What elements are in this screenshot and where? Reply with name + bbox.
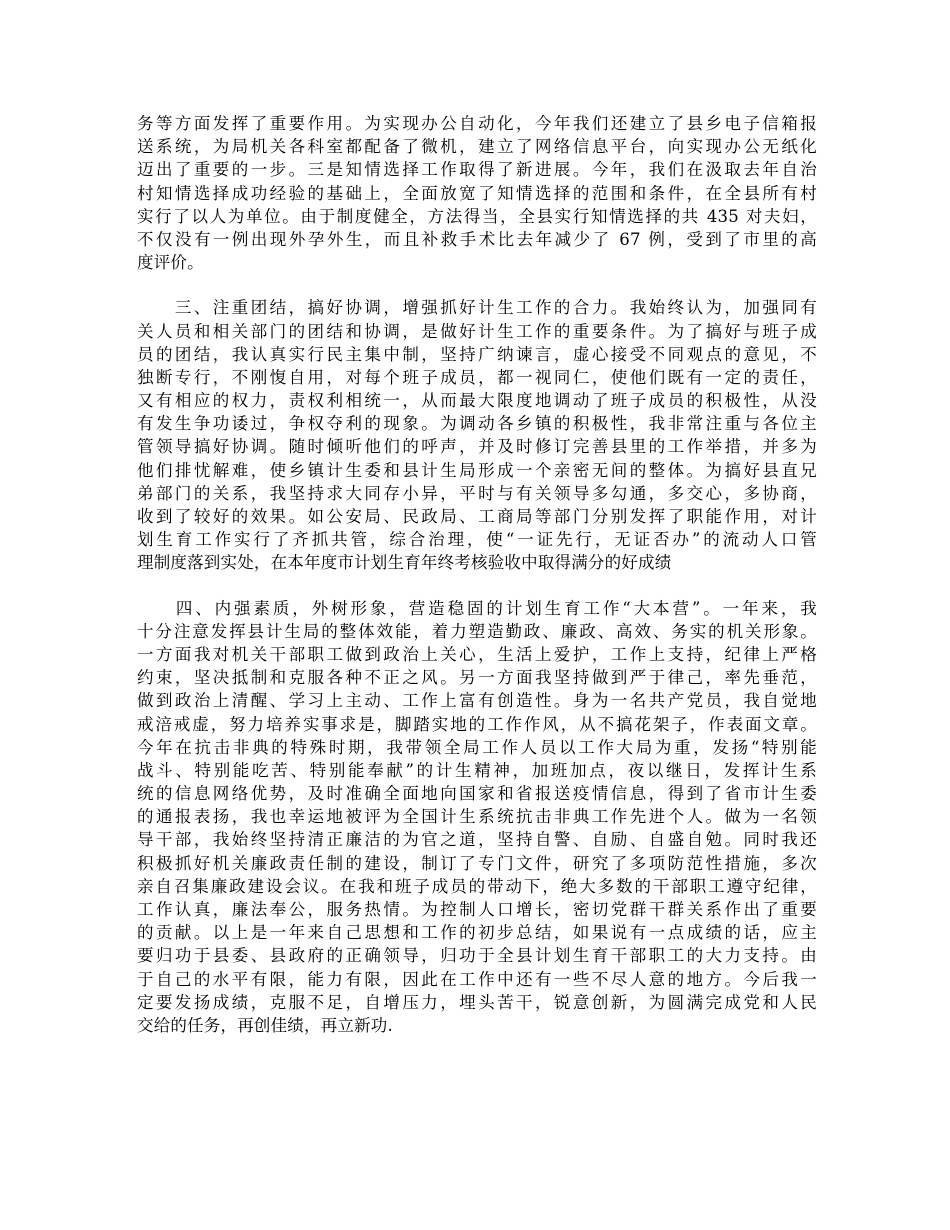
paragraph-spacer — [137, 575, 817, 597]
text-line: 划生育工作实行了齐抓共管，综合治理，使“一证先行，无证否办”的流动人口管 — [137, 530, 817, 550]
paragraph-p1 — [137, 112, 817, 274]
text-line: 员的团结，我认真实行民主集中制，坚持广纳谏言，虚心接受不同观点的意见，不 — [137, 344, 817, 364]
text-line: 务等方面发挥了重要作用。为实现办公自动化，今年我们还建立了县乡电子信箱报 — [137, 114, 817, 133]
text-line: 有发生争功诿过，争权夺利的现象。为调动各乡镇的积极性，我非常注重与各位主 — [137, 414, 817, 434]
text-line: 实行了以人为单位。由于制度健全，方法得当，全县实行知情选择的共 435 对夫妇， — [137, 206, 817, 226]
text-line: 约束，坚决抵制和克服各种不正之风。另一方面我坚持做到严于律己，率先垂范， — [137, 668, 817, 688]
text-line: 又有相应的权力，责权利相统一，从而最大限度地调动了班子成员的积极性，从没 — [137, 391, 817, 411]
text-line: 管领导搞好协调。随时倾听他们的呼声，并及时修订完善县里的工作举措，并多为 — [137, 437, 817, 457]
text-line: 村知情选择成功经验的基础上，全面放宽了知情选择的范围和条件，在全县所有村 — [137, 183, 817, 203]
text-line: 一方面我对机关干部职工做到政治上关心，生活上爱护，工作上支持，纪律上严格 — [137, 644, 817, 664]
text-line: 的贡献。以上是一年来自己思想和工作的初步总结，如果说有一点成绩的话，应主 — [137, 923, 817, 943]
text-line: 戒涪戒虚，努力培养实事求是，脚踏实地的工作作风，从不搞花架子，作表面文章。 — [137, 714, 817, 734]
text-line: 于自己的水平有限，能力有限，因此在工作中还有一些不尽人意的地方。今后我一 — [137, 969, 817, 989]
text-line: 要归功于县委、县政府的正确领导，归功于全县计划生育干部职工的大力支持。由 — [137, 946, 817, 966]
document-body — [137, 112, 817, 1037]
text-line: 不仅没有一例出现外孕外生，而且补救手术比去年减少了 67 例，受到了市里的高 — [137, 229, 817, 249]
text-line: 三、注重团结，搞好协调，增强抓好计生工作的合力。我始终认为，加强同有 — [137, 298, 817, 318]
text-line: 交给的任务，再创佳绩，再立新功. — [137, 1015, 393, 1035]
text-line: 导干部，我始终坚持清正廉洁的为官之道，坚持自警、自励、自盛自勉。同时我还 — [137, 830, 817, 850]
paragraph-p2 — [137, 296, 817, 574]
text-line: 他们排忧解难，使乡镇计生委和县计生局形成一个亲密无间的整体。为搞好县直兄 — [137, 460, 817, 480]
text-line: 迈出了重要的一步。三是知情选择工作取得了新进展。今年，我们在汲取去年自治 — [137, 160, 817, 180]
text-line: 战斗、特别能吃苦、特别能奉献”的计生精神，加班加点，夜以继日，发挥计生系 — [137, 760, 817, 780]
text-line: 弟部门的关系，我坚持求大同存小异，平时与有关领导多勾通，多交心，多协商， — [137, 483, 817, 503]
text-line: 积极抓好机关廉政责任制的建设，制订了专门文件，研究了多项防范性措施，多次 — [137, 853, 817, 873]
text-line: 定要发扬成绩，克服不足，自增压力，埋头苦干，锐意创新，为圆满完成党和人民 — [137, 992, 817, 1012]
text-line: 度评价。 — [137, 253, 204, 273]
text-line: 统的信息网络优势，及时准确全面地向国家和省报送疫情信息，得到了省市计生委 — [137, 784, 817, 804]
text-line: 送系统，为局机关各科室都配备了微机，建立了网络信息平台，向实现办公无纸化 — [137, 137, 817, 157]
text-line: 关人员和相关部门的团结和协调，是做好计生工作的重要条件。为了搞好与班子成 — [137, 321, 817, 341]
text-line: 四、内强素质，外树形象，营造稳固的计划生育工作“大本营”。一年来，我 — [137, 598, 817, 618]
text-line: 亲自召集廉政建设会议。在我和班子成员的带动下，绝大多数的干部职工遵守纪律， — [137, 876, 817, 896]
text-line: 的通报表扬，我也幸运地被评为全国计生系统抗击非典工作先进个人。做为一名领 — [137, 807, 817, 827]
text-line: 工作认真，廉法奉公，服务热情。为控制人口增长，密切党群干群关系作出了重要 — [137, 900, 817, 919]
text-line: 十分注意发挥县计生局的整体效能，着力塑造勤政、廉政、高效、务实的机关形象。 — [137, 621, 817, 641]
text-line: 做到政治上清醒、学习上主动、工作上富有创造性。身为一名共产党员，我自觉地 — [137, 691, 817, 711]
text-line: 今年在抗击非典的特殊时期，我带领全局工作人员以工作大局为重，发扬“特别能 — [137, 737, 817, 757]
paragraph-spacer — [137, 274, 817, 296]
paragraph-p3 — [137, 597, 817, 1038]
text-line: 收到了较好的效果。如公安局、民政局、工商局等部门分别发挥了职能作用，对计 — [137, 507, 817, 526]
text-line: 理制度落到实处，在本年度市计划生育年终考核验收中取得满分的好成绩 — [137, 553, 672, 573]
text-line: 独断专行，不刚愎自用，对每个班子成员，都一视同仁，使他们既有一定的责任， — [137, 367, 817, 387]
